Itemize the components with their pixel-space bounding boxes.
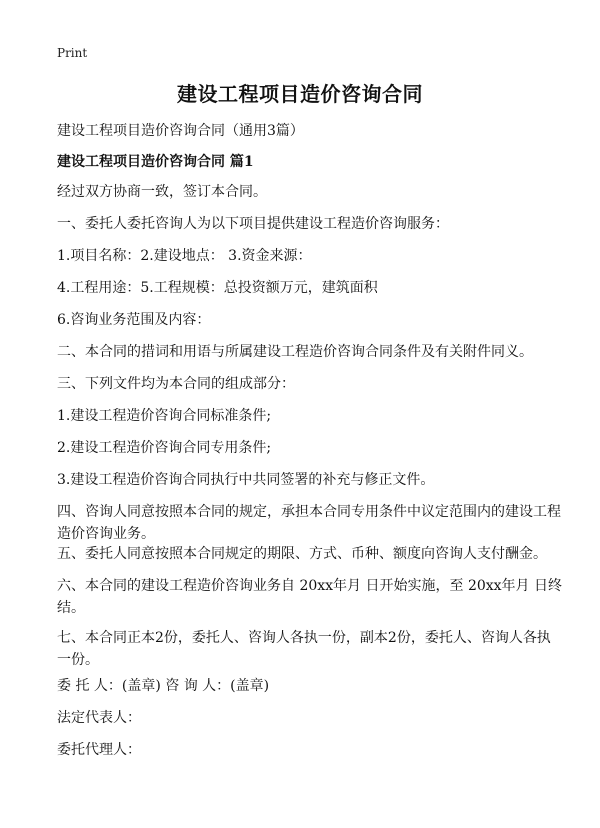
paragraph: 五、委托人同意按照本合同规定的期限、方式、币种、额度向咨询人支付酬金。	[57, 546, 547, 562]
paragraph: 3.建设工程造价咨询合同执行中共同签署的补充与修正文件。	[57, 472, 435, 488]
paragraph: 三、下列文件均为本合同的组成部分：	[57, 376, 295, 392]
section-title: 建设工程项目造价咨询合同 篇1	[57, 154, 254, 170]
paragraph: 2.建设工程造价咨询合同专用条件;	[57, 440, 272, 456]
paragraph: 六、本合同的建设工程造价咨询业务自 20xx年月 日开始实施，至 20xx年月 日终结。	[57, 578, 563, 616]
paragraph: 经过双方协商一致，签订本合同。	[57, 184, 267, 200]
legal-representative-line: 法定代表人：	[57, 710, 141, 726]
authorized-agent-line: 委托代理人：	[57, 742, 141, 758]
paragraph: 四、咨询人同意按照本合同的规定，承担本合同专用条件中议定范围内的建设工程造价咨询业务。	[57, 504, 561, 542]
paragraph: 4.工程用途：5.工程规模：总投资额万元，建筑面积	[57, 280, 378, 296]
paragraph: 二、本合同的措词和用语与所属建设工程造价咨询合同条件及有关附件同义。	[57, 344, 533, 360]
signature-party-line: 委 托 人：(盖章) 咨 询 人：(盖章)	[57, 678, 270, 694]
paragraph: 一、委托人委托咨询人为以下项目提供建设工程造价咨询服务：	[57, 216, 449, 232]
document-title: 建设工程项目造价咨询合同	[177, 82, 423, 106]
document-subtitle: 建设工程项目造价咨询合同（通用3篇）	[57, 123, 304, 139]
paragraph: 七、本合同正本2份，委托人、咨询人各执一份，副本2份，委托人、咨询人各执一份。	[57, 630, 551, 668]
paragraph: 6.咨询业务范围及内容：	[57, 312, 211, 328]
paragraph: 1.项目名称：2.建设地点： 3.资金来源：	[57, 248, 312, 264]
print-link[interactable]: Print	[57, 46, 88, 60]
paragraph: 1.建设工程造价咨询合同标准条件;	[57, 408, 272, 424]
